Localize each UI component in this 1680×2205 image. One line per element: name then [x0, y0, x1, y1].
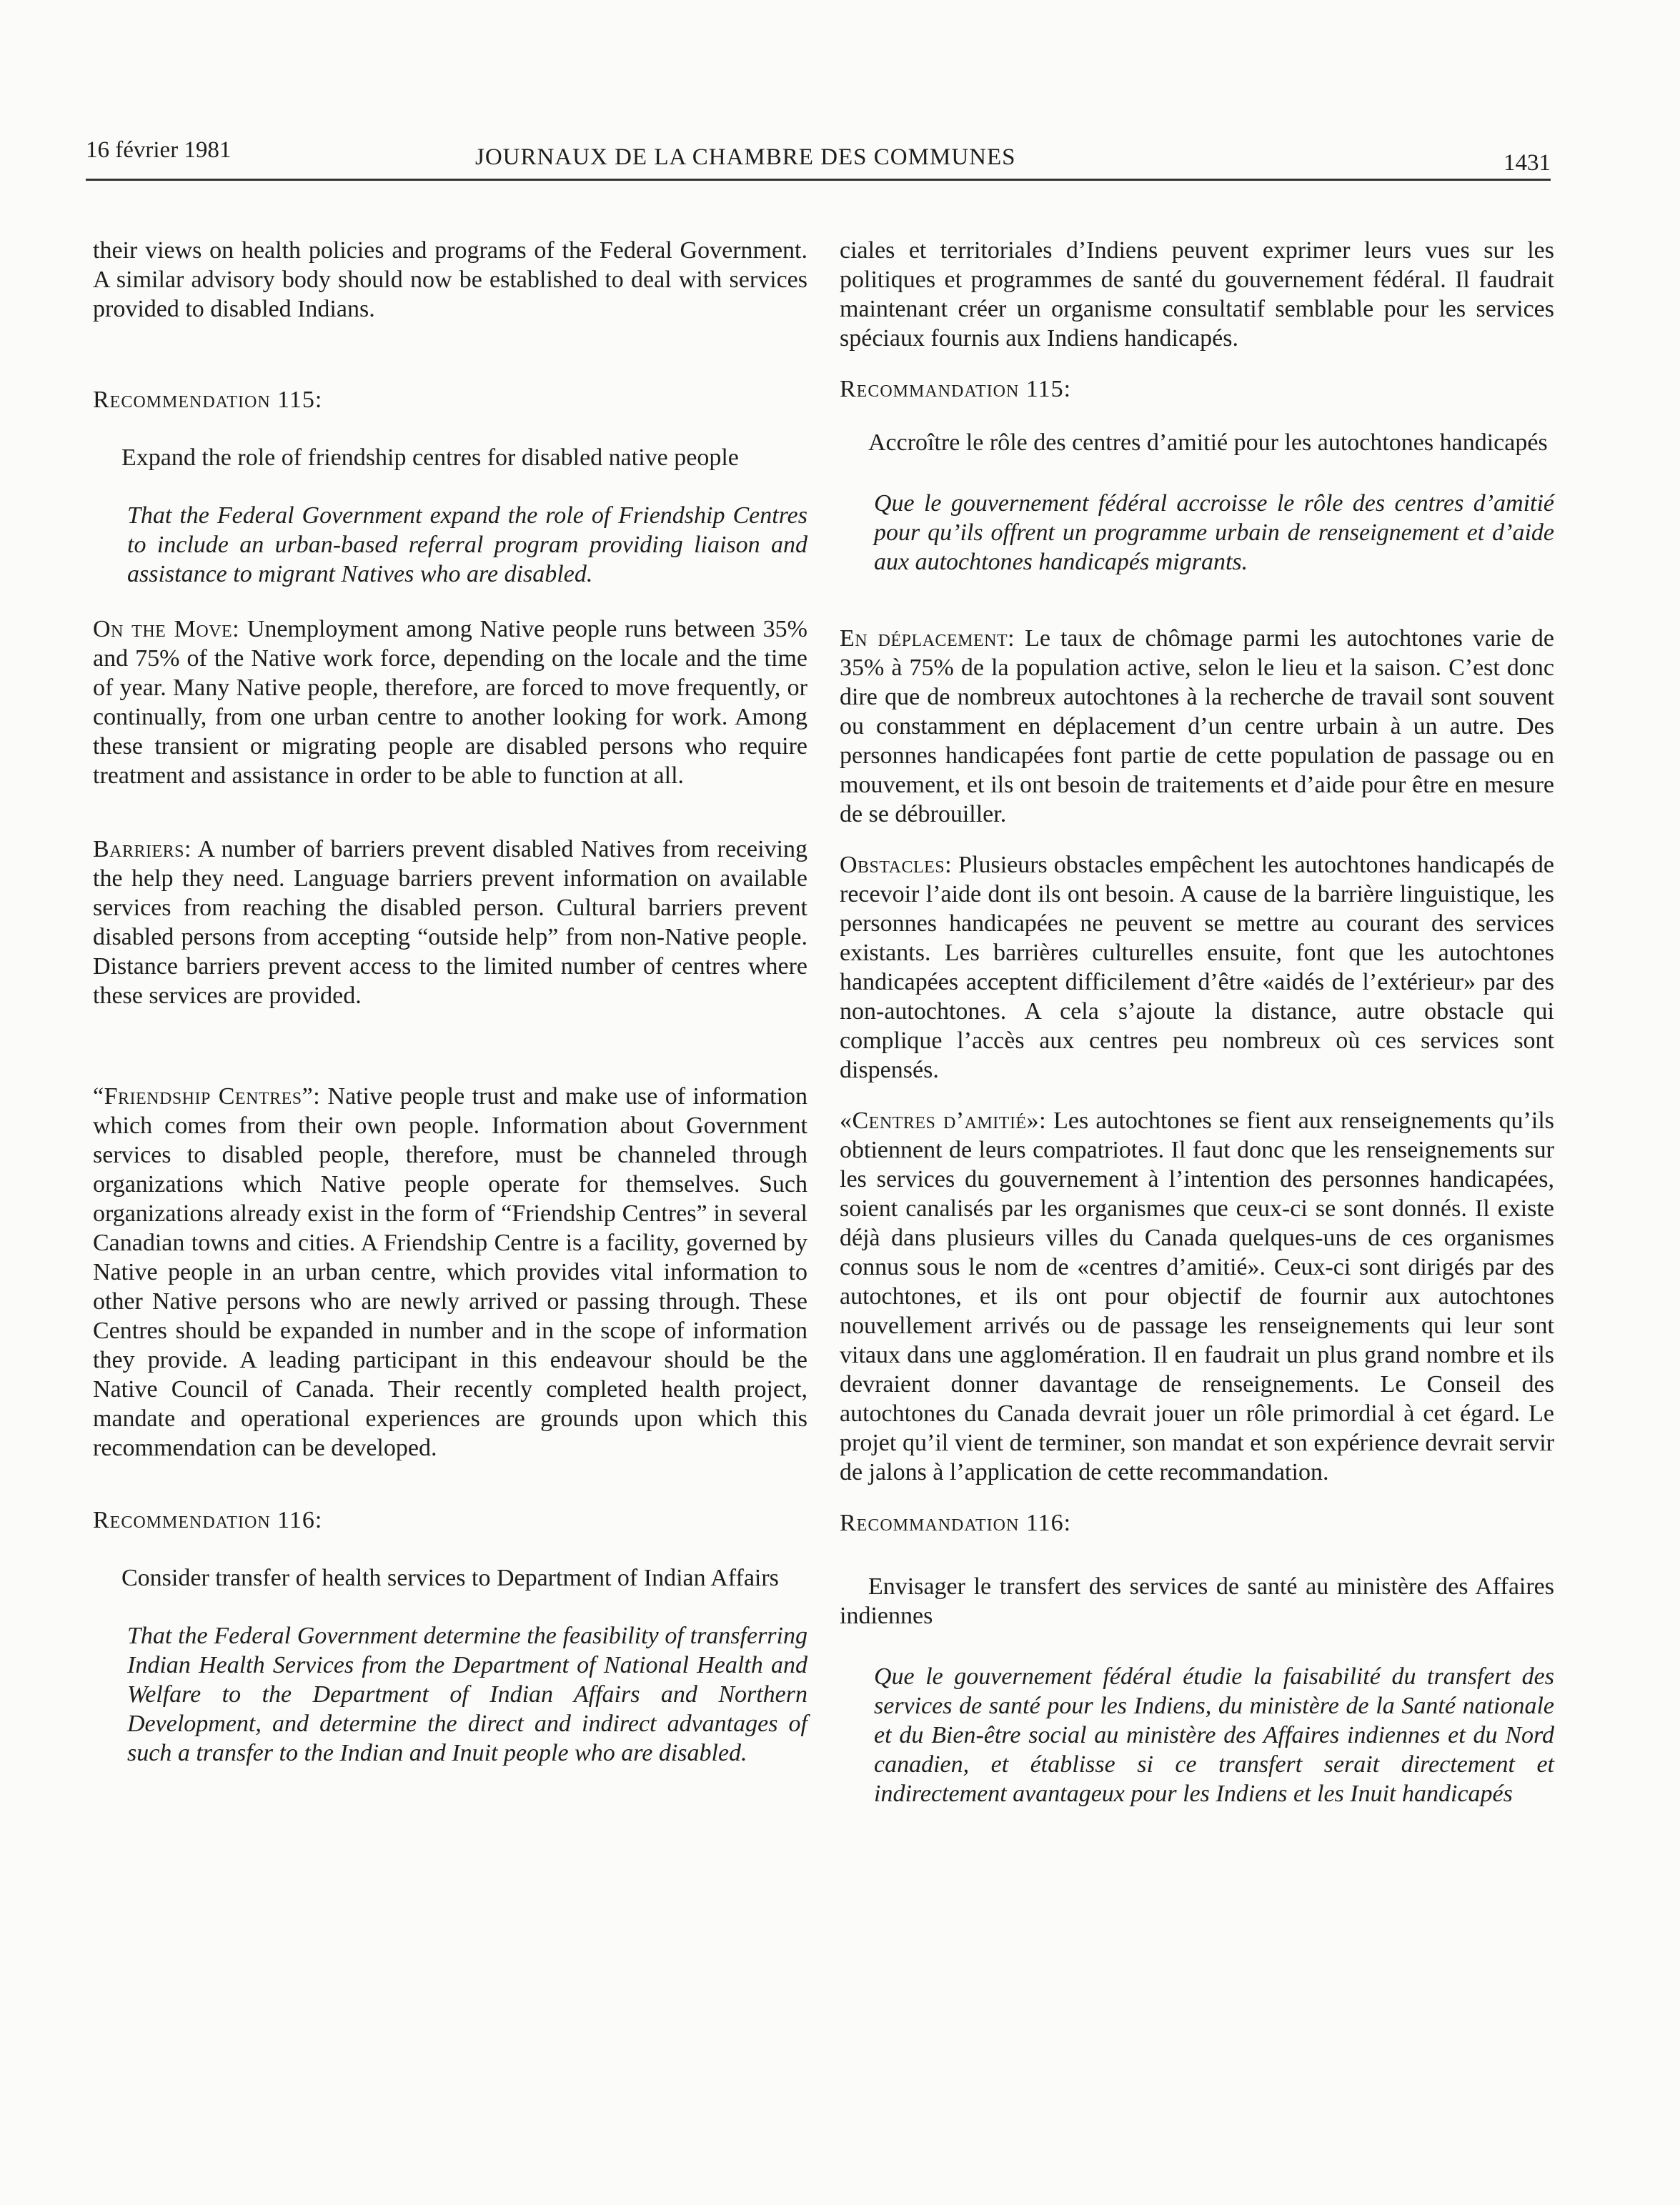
french-rec116-text: Que le gouvernement fédéral étudie la faisabilité du transfert des services de santé pour les Indiens, du ministère de la Santé nationale et du Bien-être social au ministère des Affaires indiennes et du Nord canadien, et établisse si ce transfert serait directement et indirectement avantageux pour les Indiens et les Inuit handicapés: [874, 1663, 1554, 1807]
english-barriers-paragraph: [93, 835, 807, 1010]
english-friendship-label: “Friendship Centres”:: [93, 1083, 321, 1110]
english-on-the-move-label: On the Move:: [93, 616, 240, 642]
french-rec115-heading: Recommandation 115:: [840, 376, 1072, 402]
french-rec116-title: Envisager le transfert des services de santé au ministère des Affaires indiennes: [840, 1573, 1554, 1629]
english-rec116-title: Consider transfer of health services to Department of Indian Affairs: [121, 1565, 779, 1591]
english-column: [93, 236, 807, 1768]
french-rec115-text: Que le gouvernement fédéral accroisse le rôle des centres d’amitié pour qu’ils offrent un programme urbain de renseignement et d’aide aux autochtones handicapés migrants.: [874, 490, 1554, 575]
header-journal-title: JOURNAUX DE LA CHAMBRE DES COMMUNES: [475, 144, 1016, 170]
english-on-the-move-paragraph: [93, 614, 807, 790]
french-friendship-text: Les autochtones se fient aux renseignements qu’ils obtiennent de leurs compatriotes. Il faut donc que les renseignements sur les services du gouvernement à l’intention des personnes handicapées, soient canalisés par les organismes que ceux-ci se sont donnés. Il existe déjà dans plusieurs villes du Canada quelques-uns de ces organismes connus sous le nom de «centres d’amitié». Ceux-ci sont dirigés par des autochtones, et ils ont pour objectif de fournir aux autochtones nouvellement arrivés ou de passage les renseignements qui leur sont vitaux dans une agglomération. Il en faudrait un plus grand nombre et ils devraient donner davantage de renseignements. Le Conseil des autochtones du Canada devrait jouer un rôle primordial à cet égard. Le projet qu’il vient de terminer, son mandat et son expérience devrait servir de jalons à l’application de cette recommandation.: [840, 1108, 1554, 1485]
english-barriers-label: Barriers:: [93, 836, 192, 862]
french-barriers-text: Plusieurs obstacles empêchent les autochtones handicapés de recevoir l’aide dont ils ont besoin. A cause de la barrière linguistique, les personnes handicapées ne peuvent se mettre au courant des services existants. Les barrières culturelles ensuite, font que les autochtones handicapées acceptent difficilement d’être «aidés de l’extérieur» par des non-autochtones. A cela s’ajoute la distance, autre obstacle qui complique l’accès aux centres peu nombreux où ces services sont dispensés.: [840, 852, 1554, 1083]
french-on-the-move-label: En déplacement:: [840, 625, 1015, 652]
english-intro: their views on health policies and programs of the Federal Government. A similar advisory body should now be established to deal with services provided to disabled Indians.: [93, 237, 807, 322]
english-barriers-text: A number of barriers prevent disabled Natives from receiving the help they need. Language barriers prevent information on available services from reaching the disabled person. Cultural barriers prevent disabled persons from accepting “outside help” from non-Native people. Distance barriers prevent access to the limited number of centres where these services are provided.: [93, 836, 807, 1009]
english-rec115-title: Expand the role of friendship centres for disabled native people: [121, 444, 739, 471]
french-rec116-heading: Recommandation 116:: [840, 1510, 1072, 1536]
french-friendship-label: «Centres d’amitié»:: [840, 1108, 1047, 1134]
english-friendship-text: Native people trust and make use of information which comes from their own people. Information about Government services to disabled people, therefore, must be channeled through organizations which Native people operate for themselves. Such organizations already exist in the form of “Friendship Centres” in several Canadian towns and cities. A Friendship Centre is a facility, governed by Native people in an urban centre, which provides vital information to other Native persons who are newly arrived or passing through. These Centres should be expanded in number and in the scope of information they provide. A leading participant in this endeavour should be the Native Council of Canada. Their recently completed health project, mandate and operational experiences are grounds upon which this recommendation can be developed.: [93, 1083, 807, 1461]
french-on-the-move-text: Le taux de chômage parmi les autochtones varie de 35% à 75% de la population active, selon le lieu et la saison. C’est donc dire que de nombreux autochtones à la recherche de travail sont souvent ou constamment en déplacement d’un centre urbain à un autre. Des personnes handicapées font partie de cette population de passage ou en mouvement, et ils ont besoin de traitements et d’aide pour être en mesure de se débrouiller.: [840, 625, 1554, 827]
header-date: 16 février 1981: [86, 137, 232, 163]
header-page-number: 1431: [1503, 150, 1551, 176]
french-barriers-label: Obstacles:: [840, 852, 953, 878]
french-column: [840, 236, 1554, 1808]
french-barriers-paragraph: [840, 850, 1554, 1085]
french-intro: ciales et territoriales d’Indiens peuvent exprimer leurs vues sur les politiques et programmes de santé du gouvernement fédéral. Il faudrait maintenant créer un organisme consultatif semblable pour les services spéciaux fournis aux Indiens handicapés.: [840, 237, 1554, 352]
french-friendship-paragraph: [840, 1106, 1554, 1487]
english-on-the-move-text: Unemployment among Native people runs between 35% and 75% of the Native work force, depending on the locale and the time of year. Many Native people, therefore, are forced to move frequently, or continually, from one urban centre to another looking for work. Among these transient or migrating people are disabled persons who require treatment and assistance in order to be able to function at all.: [93, 616, 807, 789]
french-rec115-title: Accroître le rôle des centres d’amitié pour les autochtones handicapés: [868, 429, 1548, 456]
english-rec115-heading: Recommendation 115:: [93, 387, 323, 413]
english-rec116-heading: Recommendation 116:: [93, 1507, 323, 1533]
page-header: [86, 127, 1551, 181]
english-friendship-paragraph: [93, 1082, 807, 1463]
french-on-the-move-paragraph: [840, 624, 1554, 829]
english-rec115-text: That the Federal Government expand the role of Friendship Centres to include an urban-based referral program providing liaison and assistance to migrant Natives who are disabled.: [127, 502, 807, 587]
english-rec116-text: That the Federal Government determine the feasibility of transferring Indian Health Services from the Department of National Health and Welfare to the Department of Indian Affairs and Northern Development, and determine the direct and indirect advantages of such a transfer to the Indian and Inuit people who are disabled.: [127, 1623, 807, 1766]
